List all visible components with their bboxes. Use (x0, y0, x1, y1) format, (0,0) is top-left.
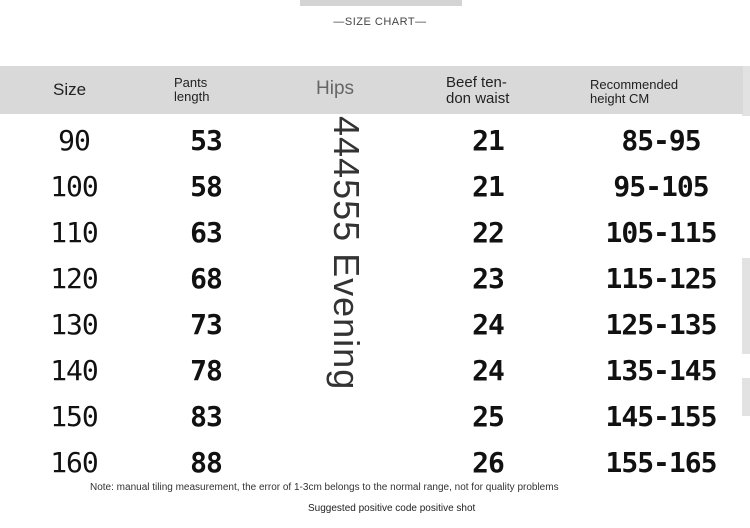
table-row (0, 300, 743, 346)
cell-size: 160 (50, 446, 98, 479)
table-row (0, 438, 743, 484)
header-beef-line2: don waist (446, 89, 510, 107)
table-row (0, 162, 743, 208)
cell-beef-waist: 21 (472, 124, 504, 157)
header-recommended-line1: Recommended (590, 77, 679, 92)
cell-recommended-height: 145-155 (605, 400, 717, 433)
cell-beef-waist: 24 (472, 308, 504, 341)
cell-beef-waist: 22 (472, 216, 504, 249)
cell-size: 140 (50, 354, 98, 387)
header-recommended-height (590, 78, 710, 105)
cell-recommended-height: 155-165 (605, 446, 717, 479)
header-pants-length-line2: length (174, 88, 210, 104)
cell-pants-length: 83 (190, 400, 222, 433)
table-row (0, 346, 743, 392)
cell-pants-length: 88 (190, 446, 222, 479)
cell-size: 90 (58, 124, 90, 157)
cell-recommended-height: 125-135 (605, 308, 717, 341)
header-size: Size (53, 80, 87, 99)
cell-size: 100 (50, 170, 98, 203)
cell-recommended-height: 105-115 (605, 216, 717, 249)
header-pants-length-line1: Pants (174, 75, 208, 90)
cell-beef-waist: 26 (472, 446, 504, 479)
header-beef-tendon-waist (446, 75, 536, 107)
table-row (0, 116, 743, 162)
header-hips: Hips (316, 78, 355, 99)
edge-decoration (742, 378, 750, 416)
hips-vertical-text: 444555 Evening (326, 116, 367, 391)
cell-recommended-height: 95-105 (613, 170, 709, 203)
cell-pants-length: 63 (190, 216, 222, 249)
edge-decoration (742, 258, 750, 354)
measurement-note: Note: manual tiling measurement, the error of 1-3cm belongs to the normal range, not for quality problems (90, 482, 559, 493)
cell-beef-waist: 24 (472, 354, 504, 387)
cell-beef-waist: 23 (472, 262, 504, 295)
cell-size: 110 (50, 216, 98, 249)
cell-pants-length: 68 (190, 262, 222, 295)
table-row (0, 392, 743, 438)
header-recommended-line2: height CM (590, 90, 650, 106)
cell-pants-length: 53 (190, 124, 222, 157)
size-chart-title: —SIZE CHART— (333, 16, 427, 28)
cell-size: 130 (50, 308, 98, 341)
edge-decoration (742, 66, 750, 116)
cell-size: 120 (50, 262, 98, 295)
cell-pants-length: 58 (190, 170, 222, 203)
cell-size: 150 (50, 400, 98, 433)
cell-pants-length: 78 (190, 354, 222, 387)
top-divider-bar (300, 0, 462, 6)
table-header (0, 66, 743, 114)
suggested-code-note: Suggested positive code positive shot (308, 503, 476, 514)
cell-beef-waist: 21 (472, 170, 504, 203)
cell-recommended-height: 115-125 (605, 262, 717, 295)
header-pants-length (174, 76, 234, 103)
cell-pants-length: 73 (190, 308, 222, 341)
cell-recommended-height: 135-145 (605, 354, 717, 387)
cell-beef-waist: 25 (472, 400, 504, 433)
cell-recommended-height: 85-95 (621, 124, 701, 157)
table-row (0, 208, 743, 254)
header-beef-line1: Beef ten- (446, 74, 507, 91)
table-row (0, 254, 743, 300)
